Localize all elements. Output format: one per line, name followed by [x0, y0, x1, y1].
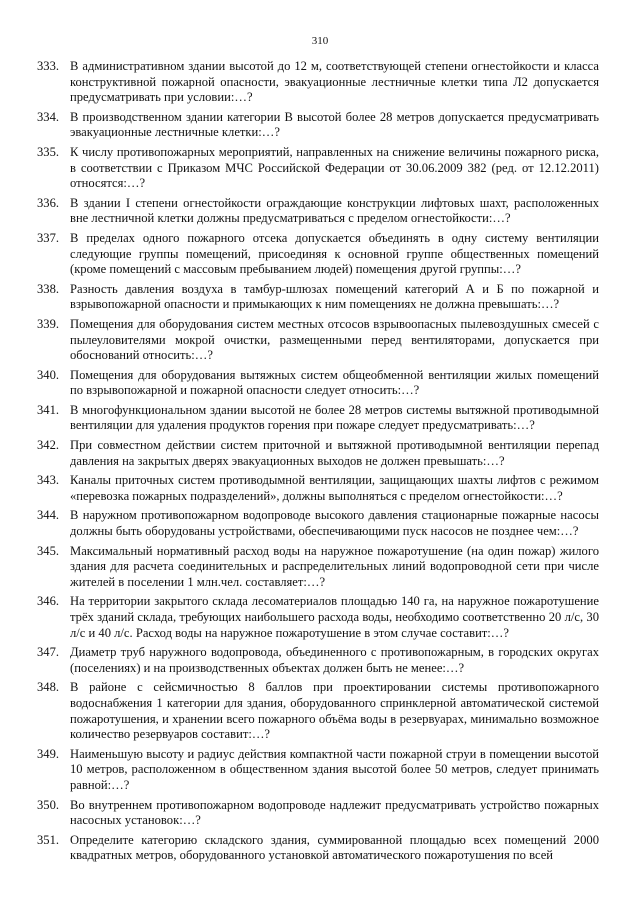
question-item [37, 645, 599, 676]
question-text: Помещения для оборудования систем местных отсосов взрывоопасных пылевоздушных смесей с пылеуловителями мокрой очистки, размещенными перед вентиляторами, допускается при обоснований относить:…? [70, 316, 599, 363]
page-number: 310 [311, 35, 329, 47]
question-text: В административном здании высотой до 12 м, соответствующей степени огнестойкости и класса конструктивной пожарной опасности, эвакуационные лестничные клетки типа Л2 допускается предусматривать при условии:…? [70, 59, 599, 105]
question-item [37, 145, 599, 192]
question-text: В наружном противопожарном водопроводе высокого давления стационарные пожарные насосы должны быть оборудованы устройствами, обеспечивающими пуск насосов не позднее чем:…? [70, 508, 599, 539]
question-text: При совместном действии систем приточной и вытяжной противодымной вентиляции перепад давления на закрытых дверях эвакуационных выходов не должен превышать:…? [70, 438, 599, 468]
question-number: 337. [37, 230, 60, 245]
question-item [37, 594, 599, 641]
question-item [37, 747, 599, 794]
question-text: Помещения для оборудования вытяжных систем общеобменной вентиляции жилых помещений по взрывопожарной и пожарной опасности следует относить:…? [70, 367, 599, 398]
question-text: В производственном здании категории В высотой более 28 метров допускается предусматривать эвакуационные лестничные клетки:…? [70, 109, 599, 140]
question-text: В районе с сейсмичностью 8 баллов при проектировании системы противопожарного водоснабжения 1 категории для здания, оборудованного спринклерной автоматической системой пожаротушения, и хранении всего пожарного объёма воды в резервуарах, минимально возможное количество резервуаров составит:…? [70, 680, 599, 742]
question-number: 343. [37, 473, 60, 488]
question-item [37, 438, 599, 469]
question-list [37, 59, 599, 868]
question-number: 346. [37, 594, 60, 609]
question-text: Наименьшую высоту и радиус действия компактной части пожарной струи в помещении высотой 10 метров, расположенном в общественном здания высотой более 50 метров, следует принимать равной:…? [70, 746, 599, 792]
question-item [37, 317, 599, 364]
question-number: 344. [37, 508, 60, 523]
question-text: В многофункциональном здании высотой не более 28 метров системы вытяжной противодымной вентиляции для удаления продуктов горения при пожаре следует предусматривать:…? [70, 402, 599, 433]
question-item [37, 473, 599, 504]
question-text: К числу противопожарных мероприятий, направленных на снижение величины пожарного риска, в соответствии с Приказом МЧС Российской Федерации от 30.06.2009 382 (ред. от 12.12.2011) относятся:…? [70, 144, 599, 191]
question-item [37, 282, 599, 313]
question-number: 342. [37, 438, 60, 453]
question-number: 333. [37, 59, 60, 73]
question-item [37, 110, 599, 141]
question-item [37, 231, 599, 278]
question-number: 340. [37, 367, 60, 382]
question-number: 349. [37, 746, 60, 761]
question-item [37, 368, 599, 399]
question-item [37, 544, 599, 591]
question-item [37, 798, 599, 829]
question-number: 335. [37, 144, 60, 159]
question-number: 334. [37, 109, 60, 124]
question-text: Каналы приточных систем противодымной вентиляции, защищающих шахты лифтов с режимом «перевозка пожарных подразделений», должны выполняться с пределом огнестойкости:…? [70, 473, 599, 503]
question-item [37, 196, 599, 227]
question-item [37, 59, 599, 106]
question-text: В здании I степени огнестойкости ограждающие конструкции лифтовых шахт, расположенных вне лестничной клетки должны предусматриваться с пределом огнестойкости:…? [70, 195, 599, 226]
question-number: 339. [37, 316, 60, 331]
question-number: 351. [37, 832, 60, 847]
question-text: В пределах одного пожарного отсека допускается объединять в одну систему вентиляции следующие группы помещений, присоединяя к основной группе общественных помещений (кроме помещений с массовым пребыванием людей) помещения другой группы:…? [70, 230, 599, 277]
question-number: 336. [37, 195, 60, 210]
question-text: Максимальный нормативный расход воды на наружное пожаротушение (на один пожар) жилого здания для расчета соединительных и распределительных линий водопроводной сети при числе жителей в поселении 1 млн.чел. составляет:…? [70, 543, 599, 589]
question-text: Диаметр труб наружного водопровода, объединенного с противопожарным, в городских округах (поселениях) и на производственных объектах должен быть не менее:…? [70, 645, 599, 675]
question-number: 338. [37, 281, 60, 296]
question-item [37, 508, 599, 539]
question-item [37, 680, 599, 742]
question-text: Во внутреннем противопожарном водопроводе надлежит предусматривать устройство пожарных насосных установок:…? [70, 797, 599, 828]
question-number: 345. [37, 543, 60, 558]
question-text: На территории закрытого склада лесоматериалов площадью 140 га, на наружное пожаротушение трёх зданий склада, требующих наибольшего расхода воды, необходимо соответственно 20 л/с, 30 л/с и 40 л/с. Расход воды на наружное пожаротушение в этом случае составит:…? [70, 594, 599, 640]
question-number: 341. [37, 402, 60, 417]
question-item [37, 833, 599, 864]
question-item [37, 403, 599, 434]
question-text: Определите категорию складского здания, суммированной площадью всех помещений 2000 квадратных метров, оборудованного установкой автоматического пожаротушения по всей [70, 832, 599, 863]
question-number: 347. [37, 645, 60, 660]
question-number: 350. [37, 797, 60, 812]
question-text: Разность давления воздуха в тамбур-шлюзах помещений категорий А и Б по пожарной и взрывопожарной опасности и примыкающих к ним помещениях не должна превышать:…? [70, 281, 599, 312]
question-number: 348. [37, 680, 60, 695]
